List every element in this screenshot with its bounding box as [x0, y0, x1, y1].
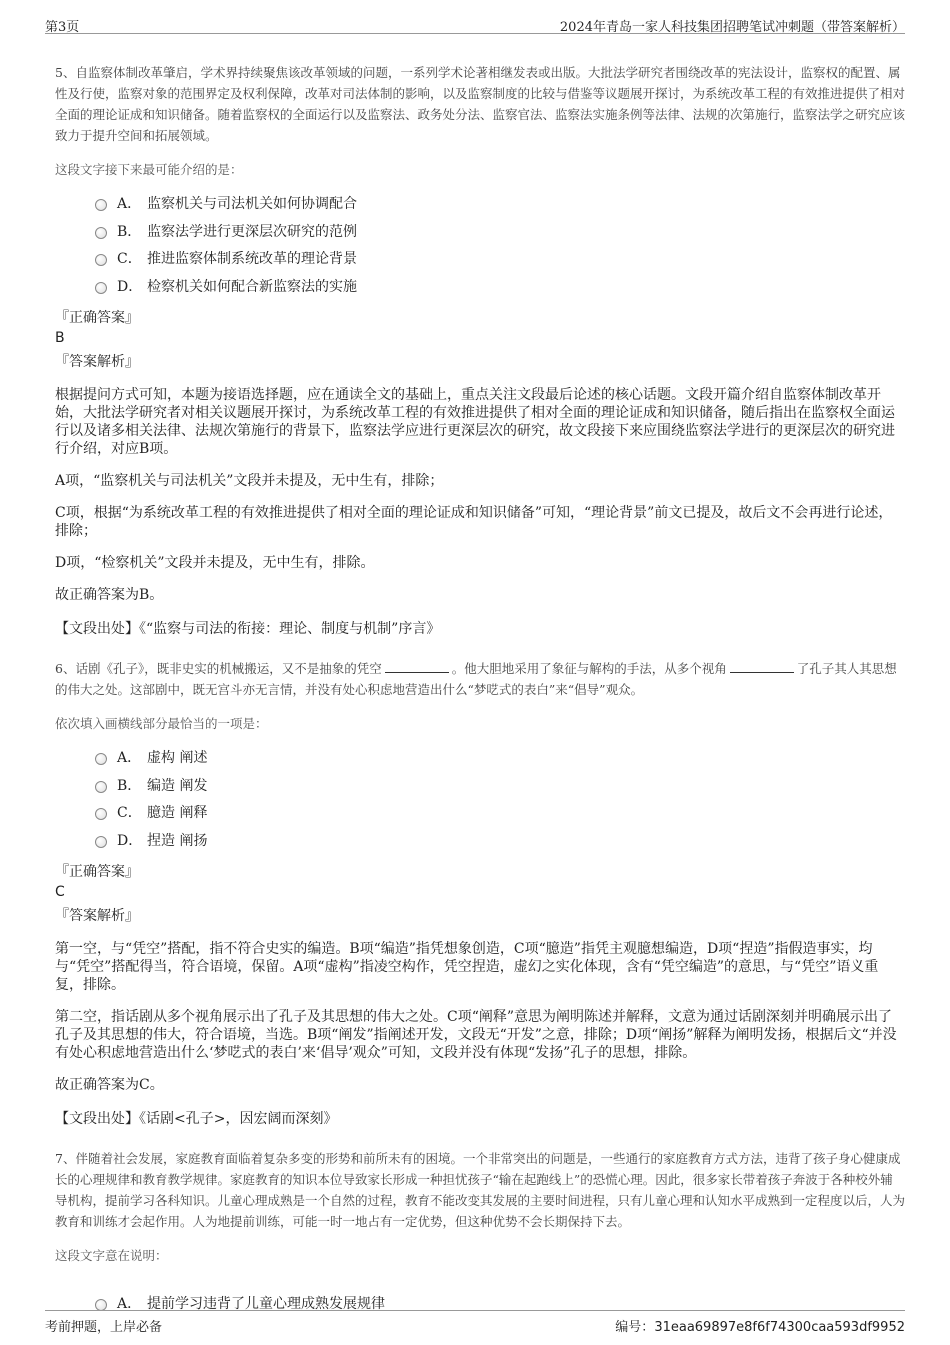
analysis: [55, 386, 905, 604]
analysis-paragraph: 故正确答案为B。: [55, 587, 164, 603]
document-id: 编号：31eaa69897e8f6f74300caa593df9952: [615, 1320, 905, 1335]
answer-value: C: [55, 884, 65, 900]
option-c[interactable]: C． 臆造 阐释: [95, 803, 905, 831]
analysis-paragraph: 第一空，与“凭空”搭配，指不符合史实的编造。B项“编造”指凭想象创造，C项“臆造”指凭主观臆想编造，D项“捏造”指假造事实，均与“凭空”搭配得当，符合语境，保留。A项“虚构”指凌空构作，凭空捏造，虚幻之实化体现，含有“凭空编造”的意思，与“凭空”语义重复，排除。: [55, 941, 879, 993]
source-citation: 【文段出处】《话剧<孔子>，因宏阔而深刻》: [55, 1111, 338, 1127]
option-d[interactable]: D． 检察机关如何配合新监察法的实施: [95, 277, 905, 305]
option-b[interactable]: B． 编造 阐发: [95, 776, 905, 804]
question-text: 5、自监察体制改革肇启，学术界持续聚焦该改革领域的问题，一系列学术论著相继发表或出版。大批法学研究者围绕改革的宪法设计，监察权的配置、属性及行使，监察对象的范围界定及权利保障，改革对司法体制的影响，以及监察制度的比较与借鉴等议题展开探讨，为系统改革工程的有效推进提供了相对全面的理论证成和知识储备。随着监察权的全面运行以及监察法、政务处分法、监察官法、监察法实施条例等法律、法规的次第施行，监察法学之研究应该致力于提升空间和拓展领域。: [55, 65, 906, 143]
document-title: 2024年青岛一家人科技集团招聘笔试冲刺题（带答案解析）: [559, 20, 905, 35]
question-6: [55, 658, 905, 1128]
source-citation: 【文段出处】《“监察与司法的衔接：理论、制度与机制”序言》: [55, 621, 441, 637]
question-text: 7、伴随着社会发展，家庭教育面临着复杂多变的形势和前所未有的困境。一个非常突出的问题是，一些通行的家庭教育方式方法，违背了孩子身心健康成长的心理规律和教育教学规律。家庭教育的知识本位导致家长形成一种担忧孩子“输在起跑线上”的恐慌心理。因此，很多家长带着孩子奔波于各种校外辅导机构，提前学习各科知识。儿童心理成熟是一个自然的过程，教育不能改变其发展的主要时间进程，只有儿童心理和认知水平成熟到一定程度以后，人为教育和训练才会起作用。人为地提前训练，可能一时一地占有一定优势，但这种优势不会长期保持下去。: [55, 1151, 906, 1229]
question-5: [55, 62, 905, 638]
blank: [385, 661, 449, 673]
analysis: [55, 940, 905, 1094]
analysis-label: 『答案解析』: [55, 908, 139, 924]
option-list: [95, 748, 905, 858]
option-list: [95, 194, 905, 304]
page-number: 第3页: [45, 20, 80, 35]
question-prompt: 这段文字接下来最可能介绍的是：: [55, 162, 243, 177]
question-text: 6、话剧《孔子》，既非史实的机械搬运，又不是抽象的凭空 。他大胆地采用了象征与解构的手法，从多个视角 了孔子其人其思想的伟大之处。这部剧中，既无宫斗亦无言情，并没有处心积虑地营造出什么“梦呓式的表白”来“倡导”观众。: [55, 661, 897, 697]
question-7: [55, 1148, 905, 1322]
analysis-paragraph: C项，根据“为系统改革工程的有效推进提供了相对全面的理论证成和知识储备”可知，“理论背景”前文已提及，故后文不会再进行论述，排除；: [55, 505, 893, 539]
radio-icon[interactable]: [95, 282, 107, 294]
analysis-label: 『答案解析』: [55, 354, 139, 370]
document-body: [55, 40, 905, 1322]
analysis-paragraph: A项，“监察机关与司法机关”文段并未提及，无中生有，排除；: [55, 473, 444, 489]
blank: [730, 661, 794, 673]
footer-slogan: 考前押题，上岸必备: [45, 1320, 163, 1335]
radio-icon[interactable]: [95, 808, 107, 820]
option-a[interactable]: A． 虚构 阐述: [95, 748, 905, 776]
question-prompt: 这段文字意在说明：: [55, 1248, 168, 1263]
radio-icon[interactable]: [95, 254, 107, 266]
page-header: [45, 14, 905, 34]
option-a[interactable]: A． 提前学习违背了儿童心理成熟发展规律: [95, 1294, 905, 1322]
analysis-paragraph: 第二空，指话剧从多个视角展示出了孔子及其思想的伟大之处。C项“阐释”意思为阐明陈述并解释，文意为通过话剧深刻并明确展示出了孔子及其思想的伟大，符合语境，当选。B项“阐发”指阐述开发，文段无“开发”之意，排除；D项“阐扬”解释为阐明发扬，根据后文“并没有处心积虑地营造出什么‘梦呓式的表白’来‘倡导’观众”可知，文段并没有体现“发扬”孔子的思想，排除。: [55, 1009, 897, 1061]
option-b[interactable]: B． 监察法学进行更深层次研究的范例: [95, 222, 905, 250]
option-a[interactable]: A． 监察机关与司法机关如何协调配合: [95, 194, 905, 222]
option-c[interactable]: C． 推进监察体制系统改革的理论背景: [95, 249, 905, 277]
answer-label: 『正确答案』: [55, 864, 139, 880]
page-footer: [45, 1310, 905, 1335]
analysis-paragraph: 根据提问方式可知，本题为接语选择题，应在通读全文的基础上，重点关注文段最后论述的核心话题。文段开篇介绍自监察体制改革开始，大批法学研究者对相关议题展开探讨，为系统改革工程的有效推进提供了相对全面的理论证成和知识储备，随后指出在监察权全面运行以及诸多相关法律、法规次第施行的背景下，监察法学应进行更深层次的研究，故文段接下来应围绕监察法学进行的更深层次的研究进行介绍，对应B项。: [55, 387, 895, 457]
radio-icon[interactable]: [95, 753, 107, 765]
radio-icon[interactable]: [95, 781, 107, 793]
analysis-paragraph: 故正确答案为C。: [55, 1077, 164, 1093]
analysis-paragraph: D项，“检察机关”文段并未提及，无中生有，排除。: [55, 555, 375, 571]
radio-icon[interactable]: [95, 836, 107, 848]
radio-icon[interactable]: [95, 199, 107, 211]
answer-label: 『正确答案』: [55, 310, 139, 326]
radio-icon[interactable]: [95, 227, 107, 239]
option-d[interactable]: D． 捏造 阐扬: [95, 831, 905, 859]
question-prompt: 依次填入画横线部分最恰当的一项是：: [55, 716, 268, 731]
answer-value: B: [55, 330, 65, 346]
